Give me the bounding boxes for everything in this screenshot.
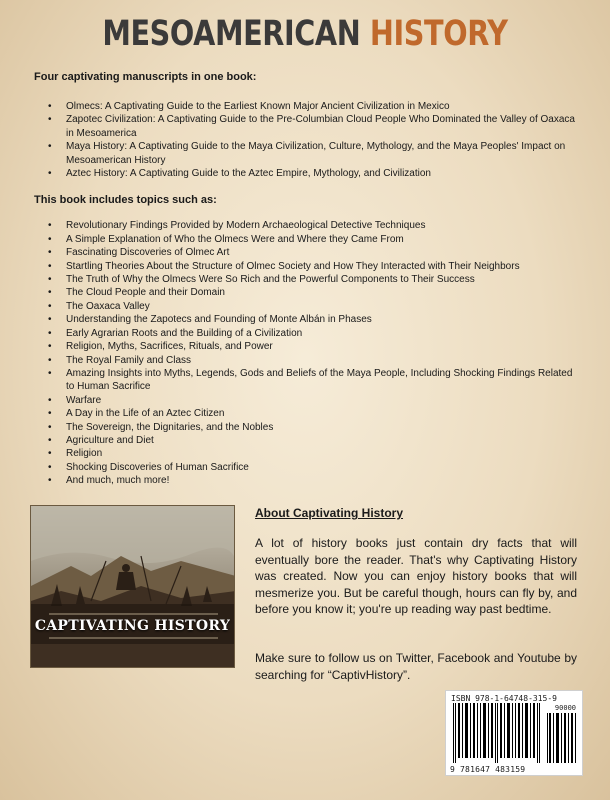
price-code: 90000 xyxy=(554,704,576,712)
title-part-2: HISTORY xyxy=(369,14,508,54)
battle-painting xyxy=(31,506,235,668)
list-item: • Aztec History: A Captivating Guide to the Aztec Empire, Mythology, and Civilization xyxy=(34,167,582,180)
list-item: • Olmecs: A Captivating Guide to the Earliest Known Major Ancient Civilization in Mexico xyxy=(34,100,582,113)
barcode-bars xyxy=(451,703,543,763)
list-item: • Startling Theories About the Structure of Olmec Society and How They Interacted with Their Neighbors xyxy=(34,260,582,273)
list-item: • The Truth of Why the Olmecs Were So Rich and the Powerful Components to Their Success xyxy=(34,273,582,286)
list-item: • Agriculture and Diet xyxy=(34,434,582,447)
title-part-1: MESOAMERICAN xyxy=(102,14,361,54)
list-item: • The Royal Family and Class xyxy=(34,354,582,367)
list-item: • And much, much more! xyxy=(34,474,582,487)
manuscripts-list xyxy=(34,100,582,180)
list-item: • The Cloud People and their Domain xyxy=(34,286,582,299)
topics-heading: This book includes topics such as: xyxy=(34,194,217,207)
list-item: • Zapotec Civilization: A Captivating Guide to the Pre-Columbian Cloud People Who Dominated the Valley of Oaxaca in Mesoamerica xyxy=(34,113,582,140)
manuscripts-heading: Four captivating manuscripts in one book: xyxy=(34,71,257,83)
about-heading: About Captivating History xyxy=(255,506,404,520)
isbn-number: 9 781647 483159 xyxy=(450,765,526,774)
list-item: • A Day in the Life of an Aztec Citizen xyxy=(34,407,582,420)
list-item: • Warfare xyxy=(34,394,582,407)
about-body: A lot of history books just contain dry facts that will eventually bore the reader. That's why Captivating History was created. Now you can enjoy history books that will mesmerize you. But be careful though, hours can fly by, and before you know it; you're up reading way past bedtime. xyxy=(255,536,577,616)
list-item: • Religion, Myths, Sacrifices, Rituals, and Power xyxy=(34,340,582,353)
isbn-barcode xyxy=(445,690,583,776)
list-item: • A Simple Explanation of Who the Olmecs Were and Where they Came From xyxy=(34,233,582,246)
list-item: • Understanding the Zapotecs and Founding of Monte Albán in Phases xyxy=(34,313,582,326)
list-item: • Amazing Insights into Myths, Legends, Gods and Beliefs of the Maya People, Including Shocking Findings Related to Human Sacrifice xyxy=(34,367,582,394)
about-section xyxy=(255,506,577,618)
follow-text: Make sure to follow us on Twitter, Facebook and Youtube by searching for “CaptivHistory”. xyxy=(255,651,577,682)
battle-painting-logo xyxy=(30,505,235,668)
list-item: • Revolutionary Findings Provided by Modern Archaeological Detective Techniques xyxy=(34,219,582,232)
isbn-label: ISBN 978-1-64748-315-9 xyxy=(451,694,557,703)
topics-list xyxy=(34,219,582,487)
list-item: • Religion xyxy=(34,447,582,460)
book-title xyxy=(55,14,555,54)
list-item: • Early Agrarian Roots and the Building of a Civilization xyxy=(34,327,582,340)
list-item: • The Oaxaca Valley xyxy=(34,300,582,313)
list-item: • The Sovereign, the Dignitaries, and the Nobles xyxy=(34,421,582,434)
list-item: • Fascinating Discoveries of Olmec Art xyxy=(34,246,582,259)
list-item: • Maya History: A Captivating Guide to the Maya Civilization, Culture, Mythology, and the Maya Peoples' Impact on Mesoamerican History xyxy=(34,140,582,167)
logo-wordmark: CAPTIVATING HISTORY xyxy=(34,618,231,634)
price-barcode-bars xyxy=(546,713,578,763)
description-block xyxy=(34,70,582,488)
list-item: • Shocking Discoveries of Human Sacrifice xyxy=(34,461,582,474)
